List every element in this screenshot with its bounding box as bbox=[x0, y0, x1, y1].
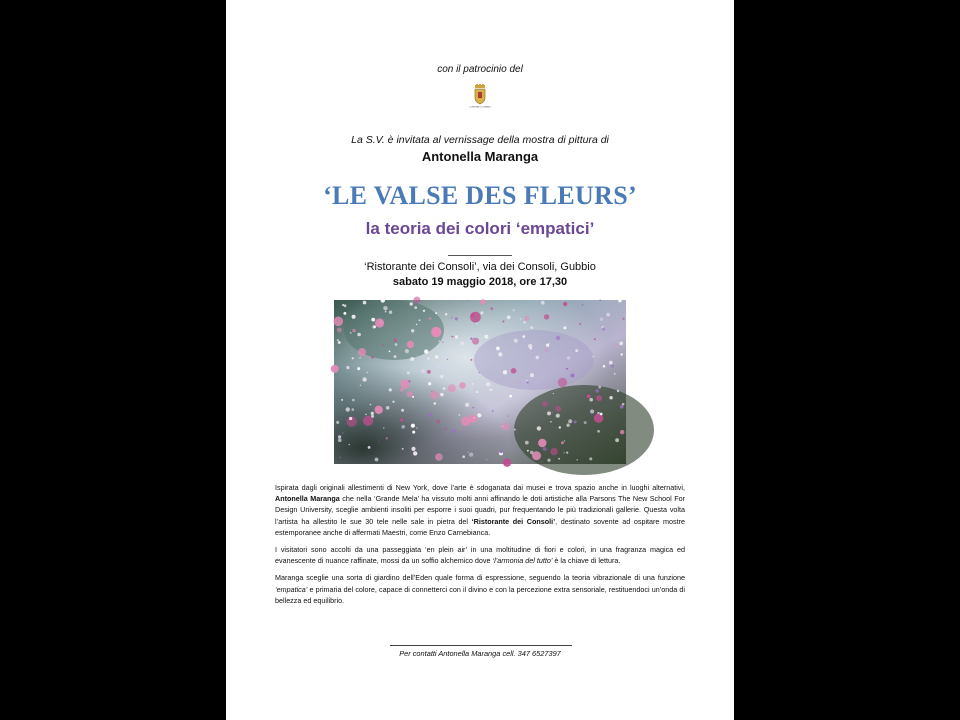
paragraph-1: Ispirata dagli originali allestimenti di New York, dove l’arte è sdoganata dai musei e trova spazio anche in luoghi alternativi, Antonella Maranga che nella ‘Grande Mela’ ha vissuto molti anni affinando le doti artistiche alla Parsons The New School For Design University, sceglie ambienti insoliti per esporre i suoi quadri, pur frequentando le più tradizionali gallerie. Questa volta l’artista ha allestito le sue 30 tele nelle sale in pietra del ‘Ristorante dei Consoli’, destinato sovente ad ospitare mostre estemporanee anche di affermati Maestri, come Enzo Carnebianca. bbox=[275, 483, 685, 537]
exhibition-subtitle: la teoria dei colori ‘empatici’ bbox=[365, 219, 595, 238]
contact-line: Per contatti Antonella Maranga cell. 347 6527397 bbox=[399, 649, 561, 658]
contact-divider bbox=[390, 645, 572, 646]
description-text bbox=[275, 482, 685, 612]
patronage-line: con il patrocinio del bbox=[437, 64, 523, 75]
invitation-line bbox=[226, 134, 734, 146]
date-line: sabato 19 maggio 2018, ore 17,30 bbox=[392, 276, 568, 288]
artist-name: Antonella Maranga bbox=[421, 149, 539, 164]
exhibition-title: ‘LE VALSE DES FLEURS’ bbox=[323, 181, 637, 210]
crest-caption: COMUNE DI GUBBIO bbox=[469, 106, 491, 109]
flower-painting-image bbox=[334, 300, 626, 464]
invitation-text: La S.V. è invitata al vernissage della mostra di pittura di bbox=[351, 134, 609, 146]
invitation-page bbox=[226, 0, 734, 720]
paragraph-3: Maranga sceglie una sorta di giardino dell’Eden quale forma di espressione, seguendo la teoria vibrazionale di una funzione ‘empatica’ e primaria del colore, capace di connetterci con il divino e con la percezione extra sensoriale, restituendoci un’onda di bellezza ed equilibrio. bbox=[275, 573, 685, 605]
divider bbox=[448, 255, 512, 256]
comune-di-gubbio-crest-icon bbox=[469, 84, 491, 110]
venue-line: ‘Ristorante dei Consoli’, via dei Consoli, Gubbio bbox=[364, 261, 596, 273]
paragraph-2: I visitatori sono accolti da una passeggiata ‘en plein air’ in una moltitudine di fiori e colori, in una fragranza magica ed evanescente di nuance raffinate, mossi da un soffio alchemico dove ‘l’armonia del tutto’ è la chiave di lettura. bbox=[275, 545, 685, 566]
